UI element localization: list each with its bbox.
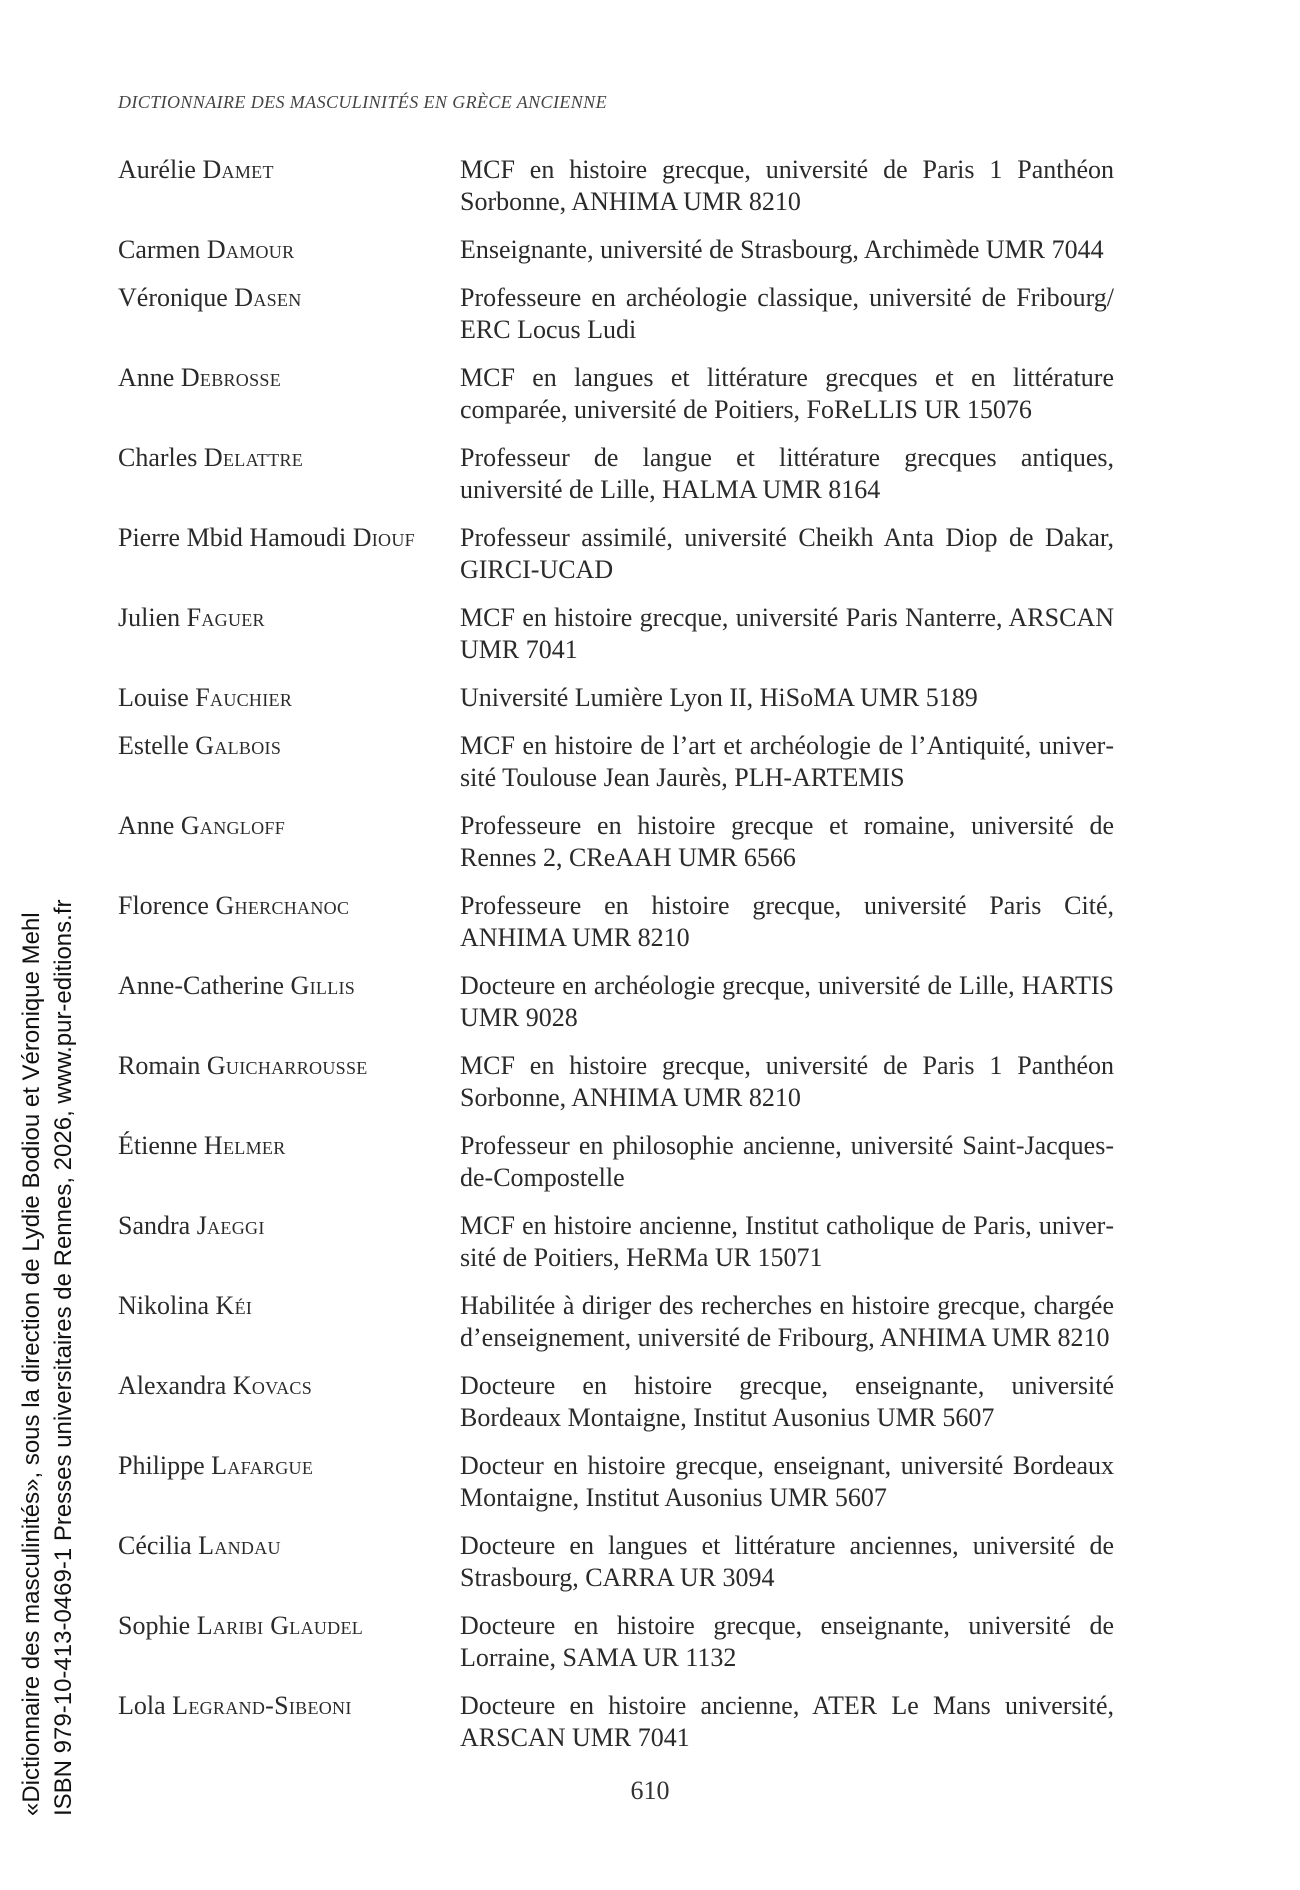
contributor-surname: Gherchanoc <box>215 891 350 920</box>
contributor-entry <box>118 1610 1114 1674</box>
contributor-first-name: Étienne <box>118 1131 198 1160</box>
contributor-surname: Laribi Glaudel <box>196 1611 364 1640</box>
contributor-first-name: Aurélie <box>118 155 196 184</box>
contributor-first-name: Anne <box>118 811 175 840</box>
contributor-entry <box>118 602 1114 666</box>
contributor-affiliation: MCF en histoire grecque, université de Paris 1 Panthéon Sorbonne, ANHIMA UMR 8210 <box>460 155 1114 216</box>
contributor-list <box>118 154 1114 1770</box>
side-credit <box>16 900 80 1816</box>
contributor-affiliation: Professeur assimilé, université Cheikh Anta Diop de Dakar, GIRCI-UCAD <box>460 523 1114 584</box>
contributor-surname: Galbois <box>195 731 282 760</box>
contributor-name <box>118 1050 460 1082</box>
contributor-affiliation: Docteure en archéologie grecque, université de Lille, HARTIS UMR 9028 <box>460 971 1114 1032</box>
contributor-name <box>118 890 460 922</box>
contributor-name <box>118 1130 460 1162</box>
contributor-first-name: Nikolina <box>118 1291 209 1320</box>
side-credit-line-2: ISBN 979-10-413-0469-1 Presses universitaires de Rennes, 2026, www.pur-editions.fr <box>50 899 77 1816</box>
contributor-affiliation: MCF en histoire grecque, université de Paris 1 Panthéon Sorbonne, ANHIMA UMR 8210 <box>460 1051 1114 1112</box>
contributor-name <box>118 522 460 554</box>
contributor-surname: Debrosse <box>180 363 282 392</box>
contributor-entry <box>118 1210 1114 1274</box>
contributor-surname: Guicharrousse <box>206 1051 368 1080</box>
contributor-first-name: Philippe <box>118 1451 205 1480</box>
side-credit-line-1: «Dictionnaire des masculinités», sous la direction de Lydie Bodiou et Véronique Mehl <box>18 912 45 1816</box>
contributor-name <box>118 682 460 714</box>
contributor-entry <box>118 1050 1114 1114</box>
contributor-name <box>118 362 460 394</box>
contributor-first-name: Véronique <box>118 283 228 312</box>
contributor-affiliation: MCF en histoire de l’art et archéologie de l’Antiquité, université Toulouse Jean Jaurès, PLH-ARTEMIS <box>460 731 1114 792</box>
page-number: 610 <box>630 1776 670 1805</box>
contributor-surname: Diouf <box>352 523 415 552</box>
contributor-entry <box>118 154 1114 218</box>
contributor-surname: Fauchier <box>195 683 293 712</box>
contributor-entry <box>118 1450 1114 1514</box>
contributor-first-name: Romain <box>118 1051 201 1080</box>
contributor-surname: Jaeggi <box>196 1211 265 1240</box>
contributor-name <box>118 730 460 762</box>
contributor-surname: Landau <box>198 1531 281 1560</box>
contributor-affiliation: Professeure en histoire grecque, université Paris Cité, ANHIMA UMR 8210 <box>460 891 1114 952</box>
contributor-surname: Delattre <box>203 443 304 472</box>
contributor-first-name: Carmen <box>118 235 201 264</box>
contributor-surname: Kéi <box>215 1291 253 1320</box>
contributor-name <box>118 810 460 842</box>
contributor-affiliation: MCF en histoire ancienne, Institut catholique de Paris, université de Poitiers, HeRMa UR 15071 <box>460 1211 1114 1272</box>
contributor-entry <box>118 810 1114 874</box>
contributor-name <box>118 1610 460 1642</box>
contributor-name <box>118 282 460 314</box>
contributor-name <box>118 1210 460 1242</box>
contributor-affiliation: MCF en langues et littérature grecques et en littérature comparée, université de Poitiers, FoReLLIS UR 15076 <box>460 363 1114 424</box>
contributor-entry <box>118 282 1114 346</box>
contributor-affiliation: Professeure en histoire grecque et romaine, université de Rennes 2, CReAAH UMR 6566 <box>460 811 1114 872</box>
contributor-entry <box>118 730 1114 794</box>
contributor-entry <box>118 362 1114 426</box>
contributor-name <box>118 154 460 186</box>
contributor-name <box>118 234 460 266</box>
contributor-name <box>118 1450 460 1482</box>
contributor-entry <box>118 1290 1114 1354</box>
contributor-surname: Kovacs <box>232 1371 313 1400</box>
contributor-surname: Helmer <box>203 1131 286 1160</box>
contributor-surname: Faguer <box>186 603 265 632</box>
contributor-first-name: Pierre Mbid Hamoudi <box>118 523 347 552</box>
contributor-entry <box>118 234 1114 266</box>
contributor-first-name: Estelle <box>118 731 189 760</box>
contributor-first-name: Julien <box>118 603 181 632</box>
contributor-surname: Gillis <box>290 971 356 1000</box>
contributor-entry <box>118 890 1114 954</box>
contributor-surname: Damet <box>202 155 274 184</box>
contributor-first-name: Charles <box>118 443 198 472</box>
contributor-entry <box>118 682 1114 714</box>
contributor-surname: Gangloff <box>180 811 286 840</box>
contributor-name <box>118 602 460 634</box>
contributor-name <box>118 1370 460 1402</box>
contributor-affiliation: MCF en histoire grecque, université Paris Nanterre, ARSCAN UMR 7041 <box>460 603 1114 664</box>
contributor-affiliation: Docteure en histoire grecque, enseignante, université de Lorraine, SAMA UR 1132 <box>460 1611 1114 1672</box>
contributor-entry <box>118 1130 1114 1194</box>
contributor-name <box>118 1290 460 1322</box>
contributor-name <box>118 1530 460 1562</box>
contributor-surname: Damour <box>206 235 295 264</box>
contributor-affiliation: Docteur en histoire grecque, enseignant, université Bordeaux Montaigne, Institut Ausonius UMR 5607 <box>460 1451 1114 1512</box>
contributor-entry <box>118 522 1114 586</box>
contributor-affiliation: Docteure en histoire grecque, enseignante, université Bordeaux Montaigne, Institut Ausonius UMR 5607 <box>460 1371 1114 1432</box>
running-head: DICTIONNAIRE DES MASCULINITÉS EN GRÈCE ANCIENNE <box>118 92 607 112</box>
contributor-affiliation: Docteure en langues et littérature anciennes, université de Strasbourg, CARRA UR 3094 <box>460 1531 1114 1592</box>
contributor-name <box>118 1690 460 1722</box>
contributor-entry <box>118 442 1114 506</box>
contributor-first-name: Lola <box>118 1691 166 1720</box>
contributor-surname: Lafargue <box>211 1451 314 1480</box>
contributor-affiliation: Professeure en archéologie classique, université de Fribourg/ ERC Locus Ludi <box>460 283 1114 344</box>
contributor-surname: Dasen <box>234 283 302 312</box>
contributor-affiliation: Professeur en philosophie ancienne, université Saint-Jacques-de-Compostelle <box>460 1131 1114 1192</box>
contributor-entry <box>118 1370 1114 1434</box>
contributor-first-name: Sandra <box>118 1211 191 1240</box>
contributor-entry <box>118 1690 1114 1754</box>
contributor-first-name: Louise <box>118 683 189 712</box>
contributor-affiliation: Université Lumière Lyon II, HiSoMA UMR 5189 <box>460 683 978 712</box>
contributor-first-name: Alexandra <box>118 1371 227 1400</box>
contributor-name <box>118 970 460 1002</box>
contributor-affiliation: Enseignante, université de Strasbourg, Archimède UMR 7044 <box>460 235 1104 264</box>
contributor-first-name: Anne-Catherine <box>118 971 285 1000</box>
contributor-first-name: Sophie <box>118 1611 191 1640</box>
contributor-affiliation: Professeur de langue et littérature grecques antiques, université de Lille, HALMA UMR 8164 <box>460 443 1114 504</box>
contributor-affiliation: Habilitée à diriger des recherches en histoire grecque, chargée d’enseignement, université de Fribourg, ANHIMA UMR 8210 <box>460 1291 1114 1352</box>
contributor-entry <box>118 1530 1114 1594</box>
contributor-first-name: Anne <box>118 363 175 392</box>
contributor-name <box>118 442 460 474</box>
contributor-surname: Legrand-Sibeoni <box>172 1691 352 1720</box>
contributor-first-name: Cécilia <box>118 1531 192 1560</box>
contributor-affiliation: Docteure en histoire ancienne, ATER Le Mans université, ARSCAN UMR 7041 <box>460 1691 1114 1752</box>
contributor-first-name: Florence <box>118 891 209 920</box>
contributor-entry <box>118 970 1114 1034</box>
